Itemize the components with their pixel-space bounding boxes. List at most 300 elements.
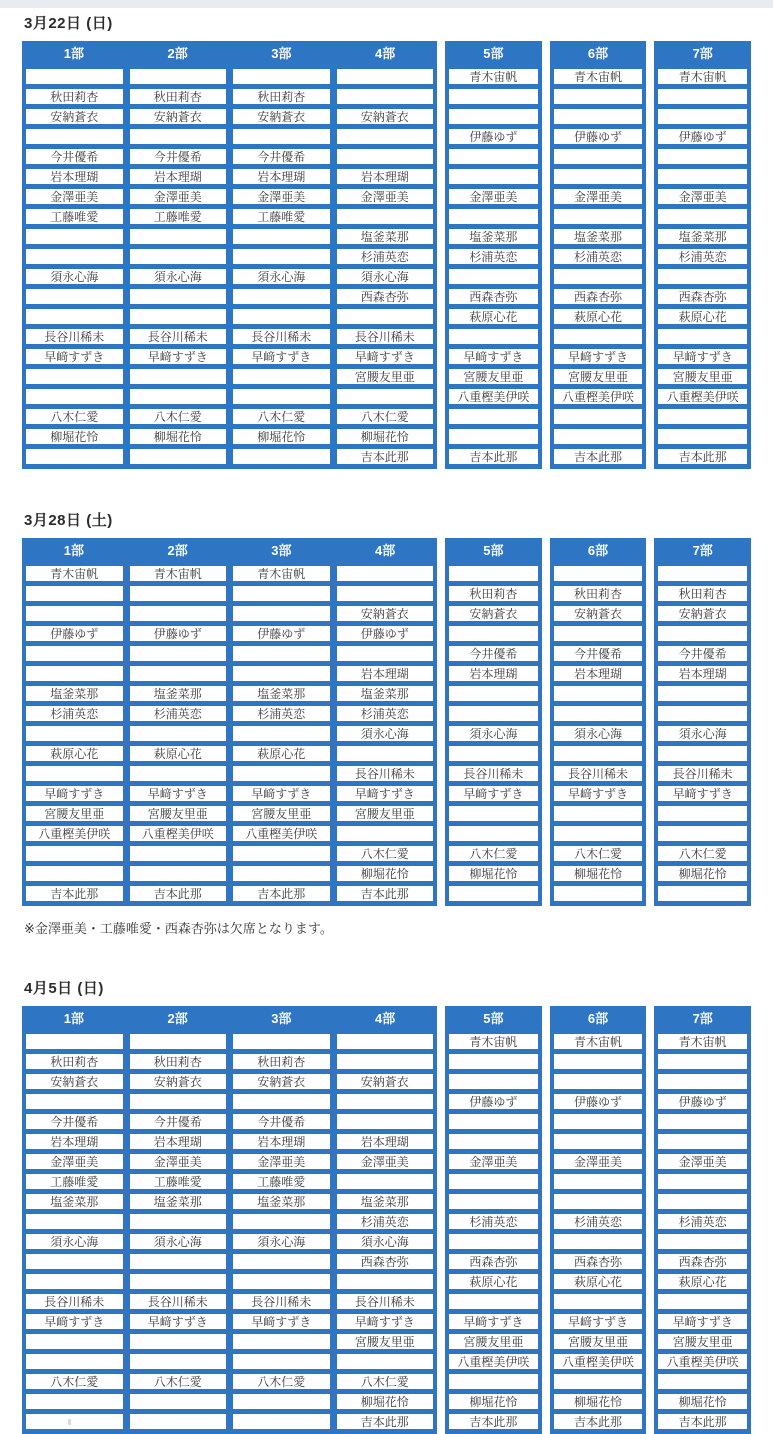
empty-cell — [26, 846, 123, 861]
part-column-header: 3部 — [271, 1011, 292, 1026]
name-cell: 須永心海 — [130, 269, 227, 284]
empty-cell — [233, 606, 330, 621]
name-cell: 今井優希 — [233, 149, 330, 164]
name-cell: 杉浦英恋 — [337, 706, 434, 721]
name-cell: 工藤唯愛 — [233, 209, 330, 224]
parts-1-4-block — [22, 538, 437, 906]
name-cell: 岩本理瑚 — [130, 169, 227, 184]
name-cell: 秋田莉杏 — [130, 1054, 227, 1069]
name-cell: 吉本此那 — [130, 886, 227, 901]
name-cell: 萩原心花 — [554, 309, 643, 324]
empty-cell — [130, 449, 227, 464]
empty-cell — [337, 1094, 434, 1109]
empty-cell — [554, 1114, 643, 1129]
empty-cell — [658, 806, 747, 821]
name-cell: 須永心海 — [130, 1234, 227, 1249]
empty-cell — [658, 89, 747, 104]
empty-cell — [554, 626, 643, 641]
empty-cell — [130, 389, 227, 404]
name-cell: 早﨑すずき — [554, 349, 643, 364]
name-cell: 吉本此那 — [658, 449, 747, 464]
name-cell: 早﨑すずき — [554, 1314, 643, 1329]
empty-cell — [233, 389, 330, 404]
empty-cell — [337, 69, 434, 84]
empty-cell — [554, 149, 643, 164]
name-cell: 須永心海 — [337, 269, 434, 284]
name-cell: 宮腰友里亜 — [233, 806, 330, 821]
name-cell: 柳堀花怜 — [26, 429, 123, 444]
name-cell: 長谷川稀未 — [658, 766, 747, 781]
name-cell: 萩原心花 — [658, 309, 747, 324]
empty-cell — [449, 626, 538, 641]
empty-cell — [26, 309, 123, 324]
name-cell: 金澤亜美 — [26, 189, 123, 204]
part-column-header: 4部 — [375, 46, 396, 61]
name-cell: 長谷川稀未 — [233, 329, 330, 344]
name-cell: 吉本此那 — [449, 449, 538, 464]
name-cell: 工藤唯愛 — [233, 1174, 330, 1189]
empty-cell — [449, 89, 538, 104]
name-cell: 宮腰友里亜 — [554, 369, 643, 384]
name-cell: 杉浦英恋 — [554, 1214, 643, 1229]
name-cell: 八木仁愛 — [130, 1374, 227, 1389]
name-cell: 秋田莉杏 — [449, 586, 538, 601]
part-column-block — [445, 538, 542, 906]
empty-cell — [337, 1174, 434, 1189]
name-cell: 伊藤ゆず — [658, 1094, 747, 1109]
empty-cell — [449, 209, 538, 224]
empty-cell — [449, 1134, 538, 1149]
name-cell: 塩釜菜那 — [554, 229, 643, 244]
name-cell: 杉浦英恋 — [337, 1214, 434, 1229]
empty-cell — [233, 586, 330, 601]
empty-cell — [449, 706, 538, 721]
empty-cell — [233, 1394, 330, 1409]
empty-cell — [130, 1394, 227, 1409]
name-cell: 杉浦英恋 — [130, 706, 227, 721]
name-cell: 杉浦英恋 — [337, 249, 434, 264]
empty-cell — [26, 1414, 123, 1429]
empty-cell — [554, 169, 643, 184]
empty-cell — [449, 169, 538, 184]
empty-cell — [130, 369, 227, 384]
empty-cell — [233, 666, 330, 681]
name-cell: 今井優希 — [658, 646, 747, 661]
name-cell: 今井優希 — [26, 1114, 123, 1129]
empty-cell — [233, 129, 330, 144]
part-column-header: 3部 — [271, 543, 292, 558]
empty-cell — [26, 766, 123, 781]
name-cell: 伊藤ゆず — [449, 129, 538, 144]
name-cell: 八木仁愛 — [130, 409, 227, 424]
name-cell: 吉本此那 — [337, 886, 434, 901]
name-cell: 早﨑すずき — [233, 349, 330, 364]
name-cell: 須永心海 — [554, 726, 643, 741]
empty-cell — [658, 1134, 747, 1149]
empty-cell — [554, 1054, 643, 1069]
name-cell: 柳堀花怜 — [554, 1394, 643, 1409]
part-column-header: 7部 — [692, 46, 713, 61]
empty-cell — [233, 309, 330, 324]
name-cell: 須永心海 — [658, 726, 747, 741]
name-cell: 金澤亜美 — [233, 1154, 330, 1169]
empty-cell — [130, 586, 227, 601]
empty-cell — [26, 389, 123, 404]
part-column-block — [445, 1006, 542, 1434]
empty-cell — [26, 369, 123, 384]
name-cell: 秋田莉杏 — [26, 89, 123, 104]
part-column-header: 1部 — [63, 543, 84, 558]
empty-cell — [449, 686, 538, 701]
name-cell: 伊藤ゆず — [130, 626, 227, 641]
name-cell: 早﨑すずき — [337, 786, 434, 801]
name-cell: 萩原心花 — [658, 1274, 747, 1289]
part-column-header: 1部 — [63, 46, 84, 61]
empty-cell — [130, 846, 227, 861]
empty-cell — [233, 766, 330, 781]
name-cell: 安納蒼衣 — [233, 1074, 330, 1089]
name-cell: 早﨑すずき — [554, 786, 643, 801]
empty-cell — [233, 866, 330, 881]
empty-cell — [337, 1274, 434, 1289]
name-cell: 柳堀花怜 — [337, 866, 434, 881]
empty-cell — [449, 149, 538, 164]
name-cell: 西森杏弥 — [337, 289, 434, 304]
name-cell: 金澤亜美 — [658, 1154, 747, 1169]
empty-cell — [233, 289, 330, 304]
name-cell: 宮腰友里亜 — [658, 369, 747, 384]
name-cell: 萩原心花 — [26, 746, 123, 761]
empty-cell — [337, 646, 434, 661]
empty-cell — [130, 249, 227, 264]
empty-cell — [130, 289, 227, 304]
part-column-header: 4部 — [375, 543, 396, 558]
name-cell: 塩釜菜那 — [337, 686, 434, 701]
empty-cell — [233, 1094, 330, 1109]
name-cell: 今井優希 — [130, 1114, 227, 1129]
empty-cell — [130, 666, 227, 681]
name-cell: 宮腰友里亜 — [26, 806, 123, 821]
cells-grid — [22, 64, 437, 469]
empty-cell — [449, 109, 538, 124]
name-cell: 青木宙帆 — [130, 566, 227, 581]
cells-grid — [445, 1029, 542, 1434]
name-cell: 早﨑すずき — [337, 1314, 434, 1329]
name-cell: 岩本理瑚 — [449, 666, 538, 681]
empty-cell — [658, 1114, 747, 1129]
name-cell: 長谷川稀未 — [26, 1294, 123, 1309]
empty-cell — [233, 1214, 330, 1229]
name-cell: 工藤唯愛 — [130, 1174, 227, 1189]
name-cell: 岩本理瑚 — [337, 666, 434, 681]
empty-cell — [26, 646, 123, 661]
name-cell: 金澤亜美 — [554, 1154, 643, 1169]
part-column-header: 5部 — [483, 1011, 504, 1026]
empty-cell — [554, 1074, 643, 1089]
name-cell: 早﨑すずき — [130, 786, 227, 801]
name-cell: 西森杏弥 — [449, 289, 538, 304]
name-cell: 伊藤ゆず — [449, 1094, 538, 1109]
name-cell: 金澤亜美 — [233, 189, 330, 204]
header-row — [445, 538, 542, 561]
empty-cell — [26, 1034, 123, 1049]
empty-cell — [337, 129, 434, 144]
name-cell: 西森杏弥 — [554, 1254, 643, 1269]
empty-cell — [658, 626, 747, 641]
name-cell: 宮腰友里亜 — [337, 806, 434, 821]
name-cell: 宮腰友里亜 — [130, 806, 227, 821]
name-cell: 金澤亜美 — [449, 1154, 538, 1169]
header-row — [550, 538, 647, 561]
part-column-header: 2部 — [167, 543, 188, 558]
schedule-section — [22, 12, 751, 469]
name-cell: 八木仁愛 — [26, 1374, 123, 1389]
empty-cell — [337, 826, 434, 841]
name-cell: 八重樫美伊咲 — [658, 1354, 747, 1369]
part-column-header: 6部 — [587, 1011, 609, 1026]
name-cell: 岩本理瑚 — [554, 666, 643, 681]
name-cell: 吉本此那 — [337, 449, 434, 464]
name-cell: 工藤唯愛 — [26, 1174, 123, 1189]
name-cell: 八木仁愛 — [233, 409, 330, 424]
name-cell: 長谷川稀未 — [449, 766, 538, 781]
empty-cell — [449, 1174, 538, 1189]
empty-cell — [337, 1354, 434, 1369]
date-heading: 3月22日 (日) — [24, 15, 113, 32]
name-cell: 安納蒼衣 — [449, 606, 538, 621]
name-cell: 八木仁愛 — [554, 846, 643, 861]
name-cell: 岩本理瑚 — [130, 1134, 227, 1149]
name-cell: 伊藤ゆず — [337, 626, 434, 641]
name-cell: 宮腰友里亜 — [449, 369, 538, 384]
empty-cell — [449, 1114, 538, 1129]
name-cell: 金澤亜美 — [337, 1154, 434, 1169]
name-cell: 秋田莉杏 — [233, 89, 330, 104]
cells-grid — [654, 64, 751, 469]
empty-cell — [233, 1254, 330, 1269]
name-cell: 長谷川稀未 — [337, 766, 434, 781]
empty-cell — [337, 149, 434, 164]
header-row — [22, 41, 437, 64]
empty-cell — [337, 209, 434, 224]
name-cell: 八重樫美伊咲 — [554, 389, 643, 404]
name-cell: 安納蒼衣 — [554, 606, 643, 621]
empty-cell — [554, 1294, 643, 1309]
empty-cell — [658, 826, 747, 841]
empty-cell — [449, 1194, 538, 1209]
empty-cell — [337, 389, 434, 404]
header-row — [445, 41, 542, 64]
name-cell: 秋田莉杏 — [26, 1054, 123, 1069]
part-column-block — [550, 41, 647, 469]
empty-cell — [554, 746, 643, 761]
name-cell: 早﨑すずき — [130, 349, 227, 364]
name-cell: 宮腰友里亜 — [449, 1334, 538, 1349]
name-cell: 宮腰友里亜 — [337, 1334, 434, 1349]
cells-grid — [550, 1029, 647, 1434]
empty-cell — [233, 1274, 330, 1289]
name-cell: 萩原心花 — [449, 309, 538, 324]
name-cell: 早﨑すずき — [26, 786, 123, 801]
empty-cell — [554, 109, 643, 124]
name-cell: 早﨑すずき — [658, 349, 747, 364]
name-cell: 早﨑すずき — [449, 1314, 538, 1329]
parts-1-4-block — [22, 41, 437, 469]
name-cell: 伊藤ゆず — [233, 626, 330, 641]
name-cell: 青木宙帆 — [233, 566, 330, 581]
name-cell: 八木仁愛 — [337, 846, 434, 861]
name-cell: 青木宙帆 — [658, 1034, 747, 1049]
part-column-block — [550, 538, 647, 906]
empty-cell — [658, 886, 747, 901]
part-column-block — [654, 538, 751, 906]
name-cell: 早﨑すずき — [233, 1314, 330, 1329]
part-column-block — [550, 1006, 647, 1434]
empty-cell — [449, 566, 538, 581]
name-cell: 八重樫美伊咲 — [449, 1354, 538, 1369]
name-cell: 安納蒼衣 — [130, 109, 227, 124]
name-cell: 伊藤ゆず — [554, 1094, 643, 1109]
part-column-block — [445, 41, 542, 469]
empty-cell — [130, 766, 227, 781]
empty-cell — [26, 1334, 123, 1349]
part-column-header: 2部 — [167, 1011, 188, 1026]
name-cell: 塩釜菜那 — [26, 686, 123, 701]
empty-cell — [130, 1094, 227, 1109]
cells-grid — [550, 561, 647, 906]
name-cell: 長谷川稀未 — [130, 329, 227, 344]
name-cell: 塩釜菜那 — [233, 686, 330, 701]
name-cell: 柳堀花怜 — [130, 429, 227, 444]
name-cell: 塩釜菜那 — [233, 1194, 330, 1209]
empty-cell — [337, 89, 434, 104]
name-cell: 八重樫美伊咲 — [26, 826, 123, 841]
name-cell: 柳堀花怜 — [658, 866, 747, 881]
name-cell: 八木仁愛 — [449, 846, 538, 861]
empty-cell — [26, 249, 123, 264]
empty-cell — [233, 1354, 330, 1369]
empty-cell — [658, 409, 747, 424]
empty-cell — [658, 209, 747, 224]
empty-cell — [26, 726, 123, 741]
name-cell: 金澤亜美 — [449, 189, 538, 204]
empty-cell — [233, 726, 330, 741]
part-column-header: 4部 — [375, 1011, 396, 1026]
empty-cell — [554, 566, 643, 581]
name-cell: 今井優希 — [554, 646, 643, 661]
cells-grid — [22, 1029, 437, 1434]
name-cell: 岩本理瑚 — [233, 169, 330, 184]
name-cell: 金澤亜美 — [130, 189, 227, 204]
empty-cell — [233, 1034, 330, 1049]
name-cell: 吉本此那 — [449, 1414, 538, 1429]
part-column-block — [654, 41, 751, 469]
name-cell: 八木仁愛 — [337, 409, 434, 424]
empty-cell — [337, 566, 434, 581]
name-cell: 萩原心花 — [233, 746, 330, 761]
name-cell: 八重樫美伊咲 — [130, 826, 227, 841]
name-cell: 伊藤ゆず — [26, 626, 123, 641]
part-column-header: 6部 — [587, 543, 609, 558]
name-cell: 須永心海 — [337, 1234, 434, 1249]
empty-cell — [554, 806, 643, 821]
empty-cell — [449, 269, 538, 284]
name-cell: 青木宙帆 — [26, 566, 123, 581]
name-cell: 青木宙帆 — [554, 69, 643, 84]
empty-cell — [26, 866, 123, 881]
empty-cell — [449, 746, 538, 761]
empty-cell — [26, 129, 123, 144]
schedule-table — [22, 41, 751, 469]
empty-cell — [449, 1294, 538, 1309]
name-cell: 塩釜菜那 — [130, 1194, 227, 1209]
name-cell: 青木宙帆 — [658, 69, 747, 84]
empty-cell — [449, 329, 538, 344]
name-cell: 岩本理瑚 — [26, 1134, 123, 1149]
schedule-page-content — [0, 12, 773, 1434]
name-cell: 八木仁愛 — [337, 1374, 434, 1389]
empty-cell — [658, 1374, 747, 1389]
name-cell: 長谷川稀未 — [233, 1294, 330, 1309]
empty-cell — [554, 1234, 643, 1249]
name-cell: 須永心海 — [233, 269, 330, 284]
header-row — [654, 538, 751, 561]
empty-cell — [233, 646, 330, 661]
name-cell: 金澤亜美 — [130, 1154, 227, 1169]
name-cell: 岩本理瑚 — [26, 169, 123, 184]
cells-grid — [654, 561, 751, 906]
empty-cell — [337, 586, 434, 601]
name-cell: 工藤唯愛 — [130, 209, 227, 224]
cells-grid — [445, 561, 542, 906]
name-cell: 吉本此那 — [26, 886, 123, 901]
empty-cell — [337, 1114, 434, 1129]
empty-cell — [26, 229, 123, 244]
part-column-header: 3部 — [271, 46, 292, 61]
name-cell: 八木仁愛 — [658, 846, 747, 861]
name-cell: 萩原心花 — [554, 1274, 643, 1289]
name-cell: 工藤唯愛 — [26, 209, 123, 224]
name-cell: 安納蒼衣 — [130, 1074, 227, 1089]
name-cell: 金澤亜美 — [554, 189, 643, 204]
empty-cell — [554, 89, 643, 104]
empty-cell — [26, 449, 123, 464]
name-cell: 杉浦英恋 — [554, 249, 643, 264]
header-row — [22, 1006, 437, 1029]
name-cell: 塩釜菜那 — [130, 686, 227, 701]
name-cell: 秋田莉杏 — [554, 586, 643, 601]
header-row — [654, 41, 751, 64]
empty-cell — [449, 429, 538, 444]
name-cell: 塩釜菜那 — [658, 229, 747, 244]
name-cell: 須永心海 — [26, 269, 123, 284]
empty-cell — [233, 846, 330, 861]
name-cell: 金澤亜美 — [337, 189, 434, 204]
empty-cell — [554, 329, 643, 344]
name-cell: 杉浦英恋 — [233, 706, 330, 721]
name-cell: 西森杏弥 — [337, 1254, 434, 1269]
name-cell: 柳堀花怜 — [554, 866, 643, 881]
part-column-header: 2部 — [167, 46, 188, 61]
name-cell: 金澤亜美 — [26, 1154, 123, 1169]
name-cell: 安納蒼衣 — [233, 109, 330, 124]
name-cell: 柳堀花怜 — [449, 866, 538, 881]
name-cell: 吉本此那 — [337, 1414, 434, 1429]
name-cell: 宮腰友里亜 — [337, 369, 434, 384]
name-cell: 秋田莉杏 — [130, 89, 227, 104]
header-row — [550, 1006, 647, 1029]
name-cell: 早﨑すずき — [658, 1314, 747, 1329]
